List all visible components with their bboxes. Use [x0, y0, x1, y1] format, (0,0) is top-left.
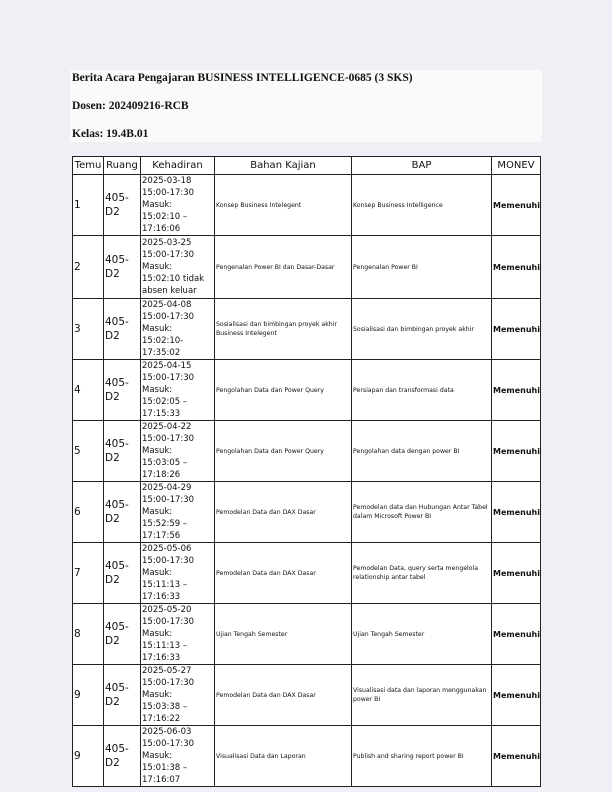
monev-cell: Memenuhi: [492, 421, 541, 482]
bap-cell: Visualisasi data dan laporan menggunakan power BI: [352, 665, 492, 726]
kehadiran-cell: [141, 421, 215, 482]
bap-cell: Persiapan dan transformasi data: [352, 360, 492, 421]
attendance-time: Masuk: 15:02:10 tidak absen keluar: [142, 262, 205, 296]
temu-cell: 9: [73, 726, 104, 787]
class-id: Kelas: 19.4B.01: [72, 128, 149, 140]
session-schedule: 2025-04-29 15:00-17:30: [142, 483, 195, 505]
document-title: Berita Acara Pengajaran BUSINESS INTELLIGENCE-0685 (3 SKS): [72, 72, 413, 84]
kehadiran-cell: [141, 482, 215, 543]
bahan-kajian-cell: Pengolahan Data dan Power Query: [215, 421, 352, 482]
col-ruang-header: Ruang: [104, 157, 141, 175]
bahan-kajian-cell: Pengenalan Power BI dan Dasar-Dasar: [215, 236, 352, 299]
attendance-time: Masuk: 15:02:10-17:35:02: [142, 324, 184, 358]
document-header: [70, 70, 542, 142]
ruang-cell: 405-D2: [104, 360, 141, 421]
col-monev-header: MONEV: [492, 157, 541, 175]
ruang-cell: 405-D2: [104, 665, 141, 726]
temu-cell: 5: [73, 421, 104, 482]
monev-cell: Memenuhi: [492, 360, 541, 421]
table-row: [73, 665, 541, 726]
session-schedule: 2025-05-20 15:00-17:30: [142, 605, 195, 627]
session-schedule: 2025-03-18 15:00-17:30: [142, 176, 195, 198]
monev-cell: Memenuhi: [492, 482, 541, 543]
monev-cell: Memenuhi: [492, 299, 541, 360]
ruang-cell: 405-D2: [104, 482, 141, 543]
bap-cell: Sosialisasi dan bimbingan proyek akhir: [352, 299, 492, 360]
attendance-time: Masuk: 15:02:10 – 17:16:06: [142, 200, 188, 234]
table-body: [73, 175, 541, 787]
ruang-cell: 405-D2: [104, 604, 141, 665]
ruang-cell: 405-D2: [104, 175, 141, 236]
kehadiran-cell: [141, 360, 215, 421]
bahan-kajian-cell: Pemodelan Data dan DAX Dasar: [215, 665, 352, 726]
table-row: [73, 236, 541, 299]
ruang-cell: 405-D2: [104, 236, 141, 299]
table-row: [73, 175, 541, 236]
bap-cell: Pemodelan Data, query serta mengelola relationship antar tabel: [352, 543, 492, 604]
col-temu-header: Temu: [73, 157, 104, 175]
kehadiran-cell: [141, 236, 215, 299]
bahan-kajian-cell: Visualisasi Data dan Laporan: [215, 726, 352, 787]
session-schedule: 2025-04-08 15:00-17:30: [142, 300, 195, 322]
session-schedule: 2025-04-15 15:00-17:30: [142, 361, 195, 383]
col-bap-header: BAP: [352, 157, 492, 175]
bahan-kajian-cell: Pemodelan Data dan DAX Dasar: [215, 543, 352, 604]
kehadiran-cell: [141, 604, 215, 665]
session-schedule: 2025-05-27 15:00-17:30: [142, 666, 195, 688]
bahan-kajian-cell: Pemodelan Data dan DAX Dasar: [215, 482, 352, 543]
table-row: [73, 604, 541, 665]
bap-cell: Pengenalan Power BI: [352, 236, 492, 299]
monev-cell: Memenuhi: [492, 604, 541, 665]
kehadiran-cell: [141, 175, 215, 236]
ruang-cell: 405-D2: [104, 726, 141, 787]
ruang-cell: 405-D2: [104, 543, 141, 604]
temu-cell: 4: [73, 360, 104, 421]
lecturer-id: Dosen: 202409216-RCB: [72, 100, 189, 112]
ruang-cell: 405-D2: [104, 421, 141, 482]
table-header-row: [73, 157, 541, 175]
monev-cell: Memenuhi: [492, 726, 541, 787]
attendance-time: Masuk: 15:11:13 – 17:16:33: [142, 629, 188, 663]
monev-cell: Memenuhi: [492, 665, 541, 726]
kehadiran-cell: [141, 543, 215, 604]
bap-cell: Publish and sharing report power BI: [352, 726, 492, 787]
ruang-cell: 405-D2: [104, 299, 141, 360]
session-schedule: 2025-06-03 15:00-17:30: [142, 727, 195, 749]
kehadiran-cell: [141, 726, 215, 787]
temu-cell: 9: [73, 665, 104, 726]
col-bahan-kajian-header: Bahan Kajian: [215, 157, 352, 175]
teaching-log-table: [72, 156, 541, 787]
monev-cell: Memenuhi: [492, 543, 541, 604]
bap-cell: Ujian Tengah Semester: [352, 604, 492, 665]
attendance-time: Masuk: 15:01:38 – 17:16:07: [142, 751, 188, 785]
temu-cell: 2: [73, 236, 104, 299]
kehadiran-cell: [141, 299, 215, 360]
temu-cell: 3: [73, 299, 104, 360]
attendance-time: Masuk: 15:02:05 – 17:15:33: [142, 385, 188, 419]
temu-cell: 6: [73, 482, 104, 543]
attendance-time: Masuk: 15:52:59 – 17:17:56: [142, 507, 188, 541]
bap-cell: Pemodelan data dan Hubungan Antar Tabel dalam Microsoft Power BI: [352, 482, 492, 543]
session-schedule: 2025-05-06 15:00-17:30: [142, 544, 195, 566]
col-kehadiran-header: Kehadiran: [141, 157, 215, 175]
temu-cell: 7: [73, 543, 104, 604]
session-schedule: 2025-03-25 15:00-17:30: [142, 238, 195, 260]
kehadiran-cell: [141, 665, 215, 726]
monev-cell: Memenuhi: [492, 175, 541, 236]
bahan-kajian-cell: Pengolahan Data dan Power Query: [215, 360, 352, 421]
bap-cell: Pengolahan data dengan power BI: [352, 421, 492, 482]
table-row: [73, 360, 541, 421]
bahan-kajian-cell: Ujian Tengah Semester: [215, 604, 352, 665]
bahan-kajian-cell: Sosialisasi dan bimbingan proyek akhir Business Intelegent: [215, 299, 352, 360]
table-row: [73, 299, 541, 360]
temu-cell: 1: [73, 175, 104, 236]
attendance-time: Masuk: 15:03:38 – 17:16:22: [142, 690, 188, 724]
session-schedule: 2025-04-22 15:00-17:30: [142, 422, 195, 444]
bap-cell: Konsep Business Intelligence: [352, 175, 492, 236]
table-row: [73, 543, 541, 604]
table-row: [73, 482, 541, 543]
attendance-time: Masuk: 15:11:13 – 17:16:33: [142, 568, 188, 602]
table-row: [73, 726, 541, 787]
monev-cell: Memenuhi: [492, 236, 541, 299]
attendance-time: Masuk: 15:03:05 – 17:18:26: [142, 446, 188, 480]
table-row: [73, 421, 541, 482]
temu-cell: 8: [73, 604, 104, 665]
bahan-kajian-cell: Konsep Business Intelegent: [215, 175, 352, 236]
